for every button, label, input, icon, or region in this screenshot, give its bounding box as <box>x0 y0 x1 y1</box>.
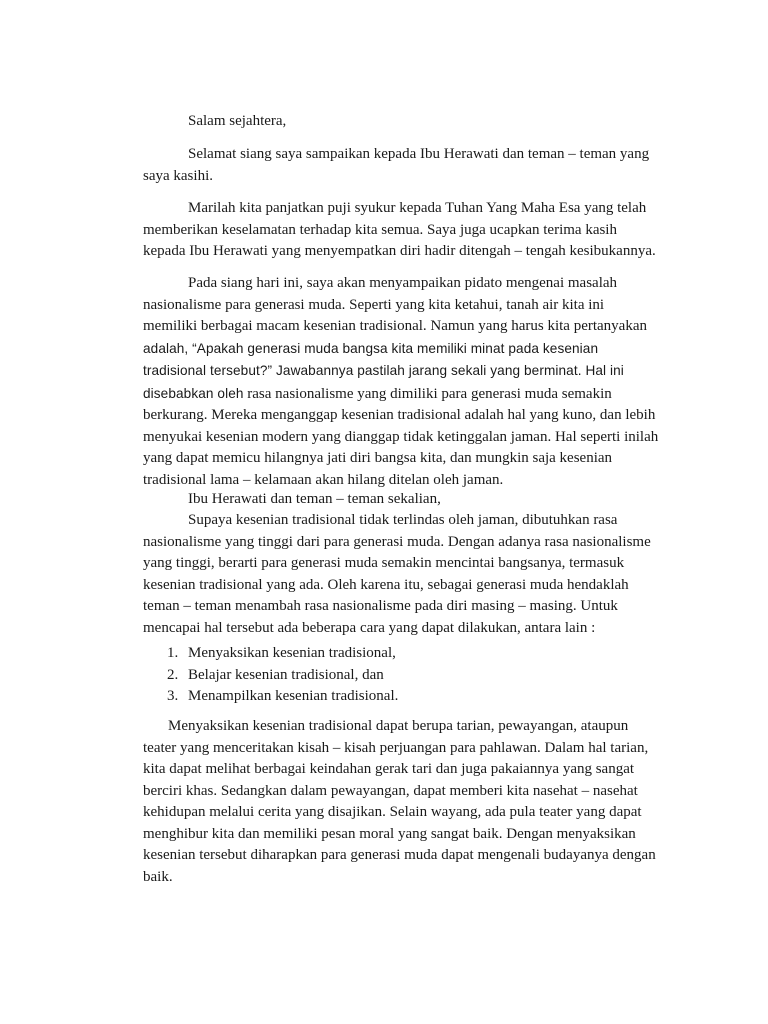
paragraph-3-part-1: Pada siang hari ini, saya akan menyampaikan pidato mengenai masalah nasionalisme para generasi muda. Seperti yang kita ketahui, tanah air kita ini memiliki berbagai macam kesenian tradisional. Namun yang harus kita pertanyakan <box>143 275 647 334</box>
list-text: Belajar kesenian tradisional, dan <box>188 666 384 683</box>
greeting: Salam sejahtera, <box>188 113 287 129</box>
address-line: Ibu Herawati dan teman – teman sekalian, <box>188 491 441 507</box>
paragraph-3-part-2: adalah, “Apakah generasi muda bangsa kita memiliki minat pada kesenian tradisional tersebut?” Jawabannya pastilah jarang sekali yang berminat. Hal ini disebabkan oleh <box>143 340 624 401</box>
list-item <box>143 643 661 665</box>
paragraph-1: Selamat siang saya sampaikan kepada Ibu Herawati dan teman – teman yang saya kasihi. <box>143 146 650 184</box>
paragraph-2: Marilah kita panjatkan puji syukur kepada Tuhan Yang Maha Esa yang telah memberikan keselamatan terhadap kita semua. Saya juga ucapkan terima kasih kepada Ibu Herawati yang menyempatkan diri hadir ditengah – tengah kesibukannya. <box>143 200 656 259</box>
paragraph-3-part-3: rasa nasionalisme yang dimiliki para generasi muda semakin berkurang. Mereka menganggap kesenian tradisional adalah hal yang kuno, dan lebih menyukai kesenian modern yang dianggap tidak ketinggalan jaman. Hal seperti inilah yang dapat memicu hilangnya jati diri bangsa kita, dan mungkin saja kesenian tradisional lama – kelamaan akan hilang ditelan oleh jaman. <box>143 385 659 488</box>
paragraph-5: Menyaksikan kesenian tradisional dapat berupa tarian, pewayangan, ataupun teater yang menceritakan kisah – kisah perjuangan para pahlawan. Dalam hal tarian, kita dapat melihat berbagai keindahan gerak tari dan juga pakaiannya yang sangat berciri khas. Sedangkan dalam pewayangan, dapat memberi kita nasehat – nasehat kehidupan melalui cerita yang disajikan. Selain wayang, ada pula teater yang dapat menghibur kita dan memiliki pesan moral yang sangat baik. Dengan menyaksikan kesenian tersebut diharapkan para generasi muda dapat mengenali budayanya dengan baik. <box>143 718 656 885</box>
paragraph-4: Supaya kesenian tradisional tidak terlindas oleh jaman, dibutuhkan rasa nasionalisme yang tinggi dari para generasi muda. Dengan adanya rasa nasionalisme yang tinggi, berarti para generasi muda semakin mencintai bangsanya, termasuk kesenian tradisional yang ada. Oleh karena itu, sebagai generasi muda hendaklah teman – teman menambah rasa nasionalisme pada diri masing – masing. Untuk mencapai hal tersebut ada beberapa cara yang dapat dilakukan, antara lain : <box>143 512 651 636</box>
list-item <box>143 665 661 687</box>
list-number: 1. <box>167 645 179 661</box>
list-text: Menampilkan kesenian tradisional. <box>188 688 399 704</box>
paragraph-3 <box>143 273 661 491</box>
list-text: Menyaksikan kesenian tradisional, <box>188 645 396 661</box>
ways-list <box>143 643 661 708</box>
list-item <box>143 686 661 708</box>
list-number: 3. <box>167 688 179 704</box>
list-number: 2. <box>167 666 179 683</box>
